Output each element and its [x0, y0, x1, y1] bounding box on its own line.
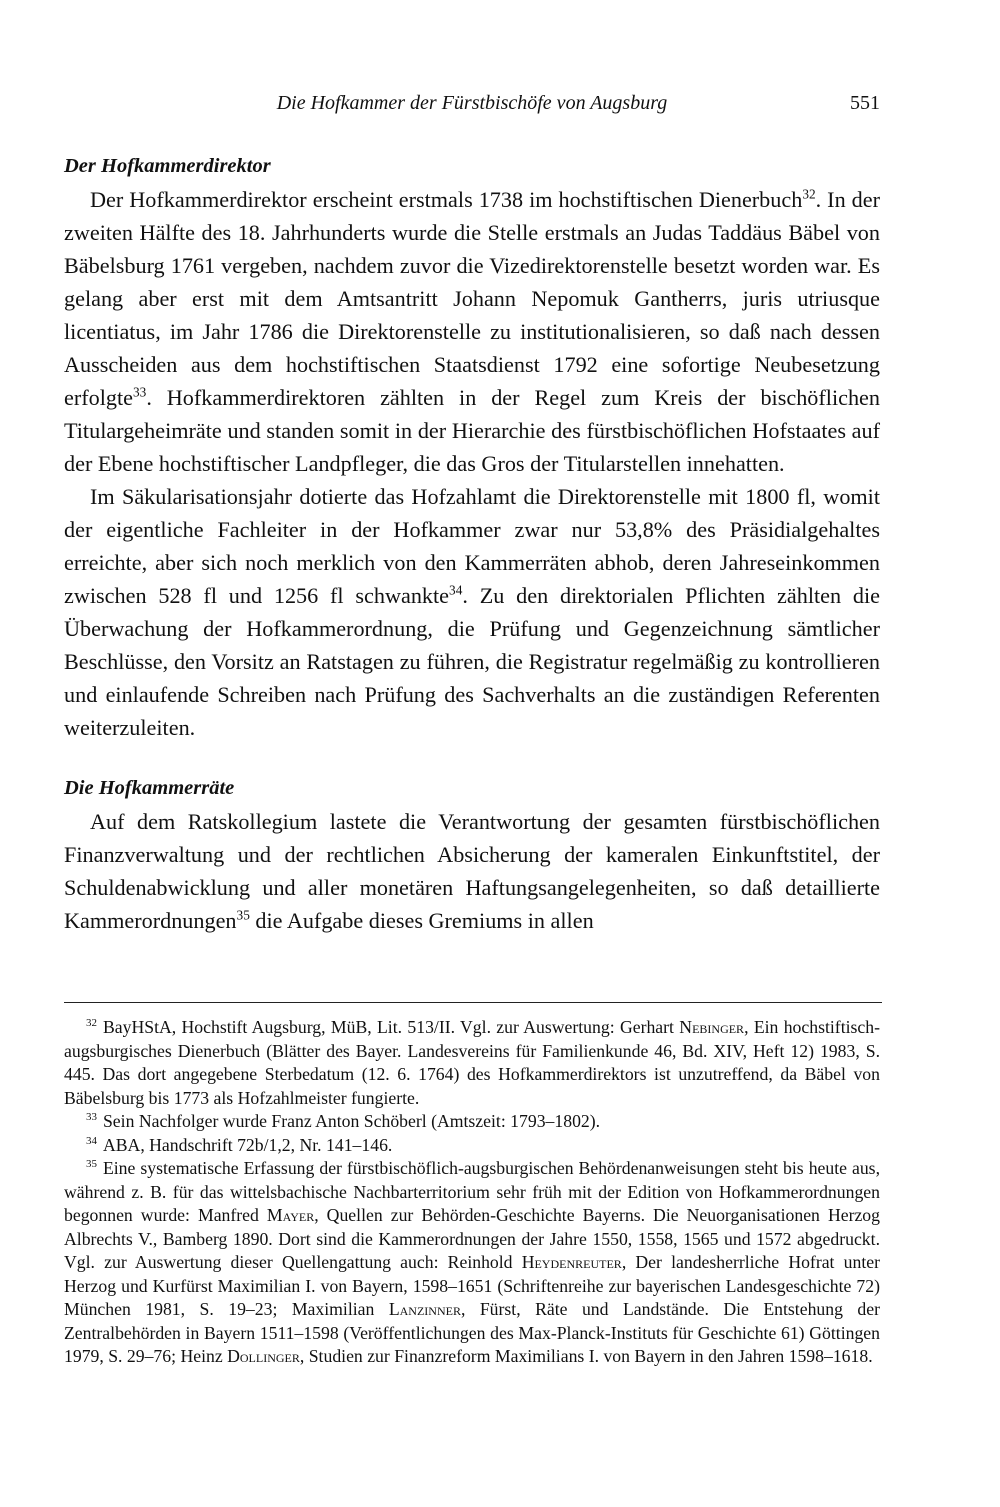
text-run: die Aufgabe dieses Gremiums in allen [249, 908, 594, 933]
footnote-number: 35 [86, 1158, 97, 1171]
footnote-33 [64, 1110, 880, 1134]
page-number: 551 [850, 92, 880, 114]
text-run: ABA, Handschrift 72b/1,2, Nr. 141–146. [102, 1134, 393, 1155]
text-run: , Fürst, Räte und Landstände. Die Entstehung der Zentralbehörden in Bayern 1511–1598 (Veröffentlichungen des Max-Planck-Instituts für Geschichte 61) Göttingen 1979, S. 29–76; Heinz [64, 1299, 880, 1366]
text-run: Der Hofkammerdirektor erscheint erstmals 1738 im hochstiftischen Dienerbuch [90, 187, 803, 212]
footnotes [64, 1016, 880, 1369]
footnote-ref-33: 33 [133, 384, 147, 400]
text-run: Auf dem Ratskollegium lastete die Verantwortung der gesamten fürstbischöflichen Finanzverwaltung und der rechtlichen Absicherung der kameralen Einkunftstitel, der Schuldenabwicklung und aller monetären Haftungsangelegenheiten, so daß detaillierte Kammerordnungen [64, 809, 880, 933]
footnote-35 [64, 1157, 880, 1369]
running-head [64, 88, 880, 118]
author-name: Lanzinner [388, 1299, 461, 1319]
author-name: Heydenreuter [521, 1252, 622, 1272]
footnote-34 [64, 1134, 880, 1158]
text-run: Im Säkularisationsjahr dotierte das Hofzahlamt die Direktorenstelle mit 1800 fl, womit der eigentliche Fachleiter in der Hofkammer zwar nur 53,8% des Präsidialgehaltes erreichte, aber sich noch merklich von den Kammerräten abhob, deren Jahreseinkommen zwischen 528 fl und 1256 fl schwankte [64, 484, 880, 608]
text-run: . Hofkammerdirektoren zählten in der Regel zum Kreis der bischöflichen Titulargeheimräte und standen somit in der Hierarchie des fürstbischöflichen Hofstaates auf der Ebene hochstiftischer Landpfleger, die das Gros der Titularstellen innehatten. [64, 385, 880, 476]
footnote-ref-32: 32 [802, 186, 816, 202]
text-run: . In der zweiten Hälfte des 18. Jahrhunderts wurde die Stelle erstmals an Judas Taddäus Bäbel von Bäbelsburg 1761 vergeben, nachdem zuvor die Vizedirektorenstelle besetzt worden war. Es gelang aber erst mit dem Amtsantritt Johann Nepomuk Gantherrs, juris utriusque licentiatus, im Jahr 1786 die Direktorenstelle zu institutionalisieren, so daß nach dessen Ausscheiden aus dem hochstiftischen Staatsdienst 1792 eine sofortige Neubesetzung erfolgte [64, 187, 880, 410]
text-run: , Ein hochstiftisch-augsburgisches Dienerbuch (Blätter des Bayer. Landesvereins für Familienkunde 46, Bd. XIV, Heft 12) 1983, S. 445. Das dort angegebene Sterbedatum (12. 6. 1764) des Hofkammerdirektors ist unzutreffend, da Bäbel von Bäbelsburg bis 1773 als Hofzahlmeister fungierte. [64, 1017, 880, 1108]
text-run: , Quellen zur Behörden-Geschichte Bayerns. Die Neuorganisationen Herzog Albrechts V., Bamberg 1890. Dort sind die Kammerordnungen der Jahre 1550, 1558, 1565 und 1572 abgedruckt. Vgl. zur Auswertung dieser Quellengattung auch: Reinhold [64, 1205, 880, 1272]
footnote-ref-34: 34 [449, 582, 463, 598]
footnote-number: 33 [86, 1111, 97, 1124]
footnote-ref-35: 35 [236, 907, 250, 923]
author-name: Mayer [266, 1205, 315, 1225]
section-heading-hofkammerraete: Die Hofkammerräte [64, 777, 235, 799]
text-run: Sein Nachfolger wurde Franz Anton Schöberl (Amtszeit: 1793–1802). [102, 1111, 601, 1131]
main-text [64, 150, 880, 937]
text-run: , Studien zur Finanzreform Maximilians I. von Bayern in den Jahren 1598–1618. [299, 1346, 873, 1366]
footnote-rule [64, 1002, 882, 1003]
section-gap [64, 744, 880, 772]
text-run: , Der landesherrliche Hofrat unter Herzog und Kurfürst Maximilian I. von Bayern, 1598–1651 (Schriftenreihe zur bayerischen Landesgeschichte 72) München 1981, S. 19–23; Maximilian [64, 1252, 880, 1319]
running-title: Die Hofkammer der Fürstbischöfe von Augsburg [276, 92, 668, 114]
footnote-32 [64, 1016, 880, 1110]
section-heading-hofkammerdirektor: Der Hofkammerdirektor [64, 155, 271, 177]
author-name: Nebinger [679, 1017, 745, 1037]
footnote-number: 34 [86, 1134, 97, 1147]
text-run: BayHStA, Hochstift Augsburg, MüB, Lit. 513/II. Vgl. zur Auswertung: Gerhart [102, 1017, 680, 1037]
paragraph-3 [64, 805, 880, 937]
footnote-number: 32 [86, 1017, 97, 1030]
text-run: Eine systematische Erfassung der fürstbischöflich-augsburgischen Behördenanweisungen steht bis heute aus, während z. B. für das wittelsbachische Nachbarterritorium sehr früh mit der Edition von Hofkammerordnungen begonnen wurde: Manfred [64, 1158, 880, 1225]
paragraph-1 [64, 183, 880, 480]
text-run: . Zu den direktorialen Pflichten zählten die Überwachung der Hofkammerordnung, die Prüfung und Gegenzeichnung sämtlicher Beschlüsse, den Vorsitz an Ratstagen zu führen, die Registratur regelmäßig zu kontrollieren und einlaufende Schreiben nach Prüfung des Sachverhalts an die zuständigen Referenten weiterzuleiten. [64, 583, 881, 740]
paragraph-2 [64, 480, 880, 744]
author-name: Dollinger [227, 1346, 300, 1366]
